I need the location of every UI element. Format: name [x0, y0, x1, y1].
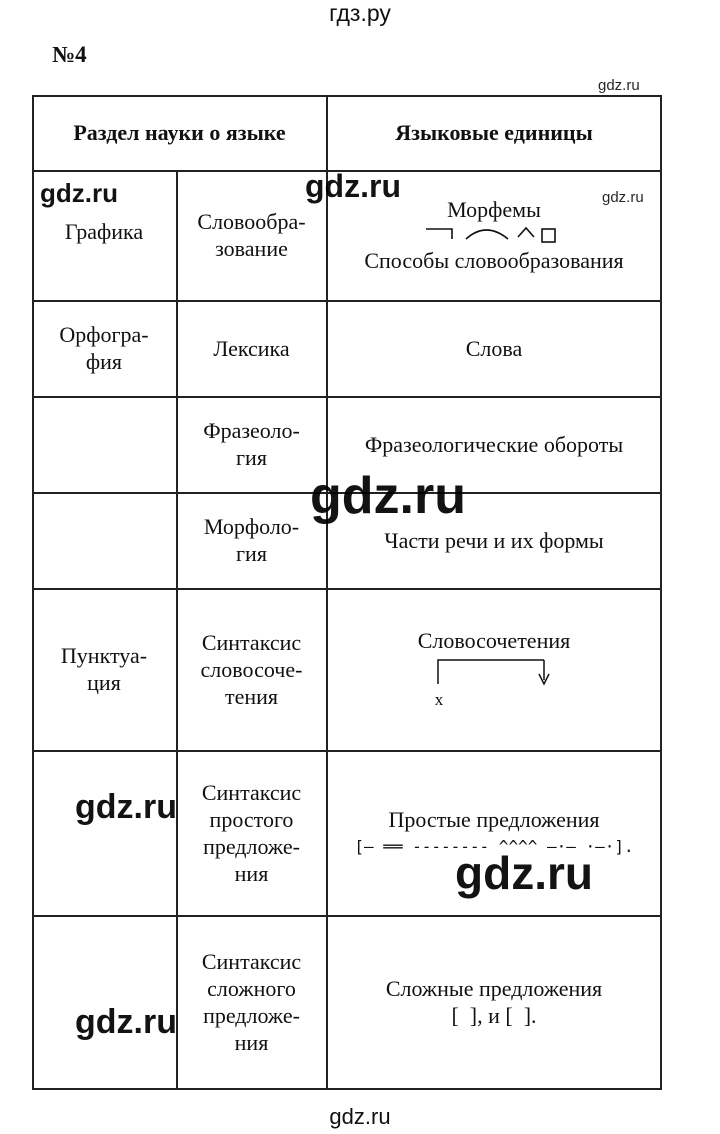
section-cell: Орфогра- фия	[59, 322, 149, 374]
phrase-scheme	[432, 654, 556, 712]
watermark: gdz.ru	[305, 168, 401, 204]
watermark: gdz.ru	[75, 1003, 177, 1041]
dependency-arrow-icon	[432, 654, 556, 690]
watermark: gdz.ru	[310, 467, 466, 525]
watermark: gdz.ru	[40, 178, 118, 208]
section-cell	[32, 750, 176, 915]
units-title: Сложные предложения	[385, 976, 603, 1001]
units-cell: Слова	[465, 335, 523, 361]
subsection-cell: Словообра- зование	[197, 209, 306, 261]
site-name-top: гдз.ру	[329, 0, 391, 26]
morpheme-symbols-icon	[424, 223, 564, 247]
section-cell: Пунктуа- ция	[60, 643, 148, 695]
subsection-cell: Фразеоло- гия	[203, 418, 300, 470]
section-cell	[32, 915, 176, 1089]
header-section: Раздел науки о языке	[73, 120, 286, 145]
watermark: gdz.ru	[75, 788, 177, 826]
subsection-cell: Синтаксис словосоче- тения	[200, 629, 303, 709]
units-cell: Части речи и их формы	[384, 527, 604, 553]
header-units: Языковые единицы	[395, 120, 593, 145]
section-cell	[32, 396, 176, 492]
watermark: gdz.ru	[598, 77, 640, 94]
main-word-label: x	[434, 689, 444, 709]
site-name-bottom: gdz.ru	[329, 1104, 391, 1129]
units-cell: Фразеологические обороты	[364, 431, 624, 457]
section-cell	[32, 492, 176, 588]
subsection-cell: Синтаксис простого предложе- ния	[201, 779, 302, 886]
language-table	[32, 95, 662, 1090]
units-title: Простые предложения	[388, 806, 600, 832]
watermark: gdz.ru	[455, 847, 593, 899]
sentence-scheme: [ ], и [ ].	[451, 1003, 537, 1028]
section-cell: Графика	[64, 219, 144, 244]
units-title: Морфемы	[447, 197, 541, 222]
watermark: gdz.ru	[602, 189, 644, 206]
subsection-cell: Морфоло- гия	[203, 514, 300, 566]
sentence-scheme: [— ══ -------- ^^^^ —·— ·—·].	[354, 836, 634, 856]
units-cell	[327, 588, 661, 750]
subsection-cell: Лексика	[213, 335, 290, 361]
units-extra: Способы словообразования	[364, 248, 624, 273]
subsection-cell: Синтаксис сложного предложе- ния	[201, 949, 302, 1055]
units-cell	[327, 915, 661, 1089]
task-number: №4	[52, 42, 87, 67]
units-title: Словосочетения	[417, 627, 571, 653]
